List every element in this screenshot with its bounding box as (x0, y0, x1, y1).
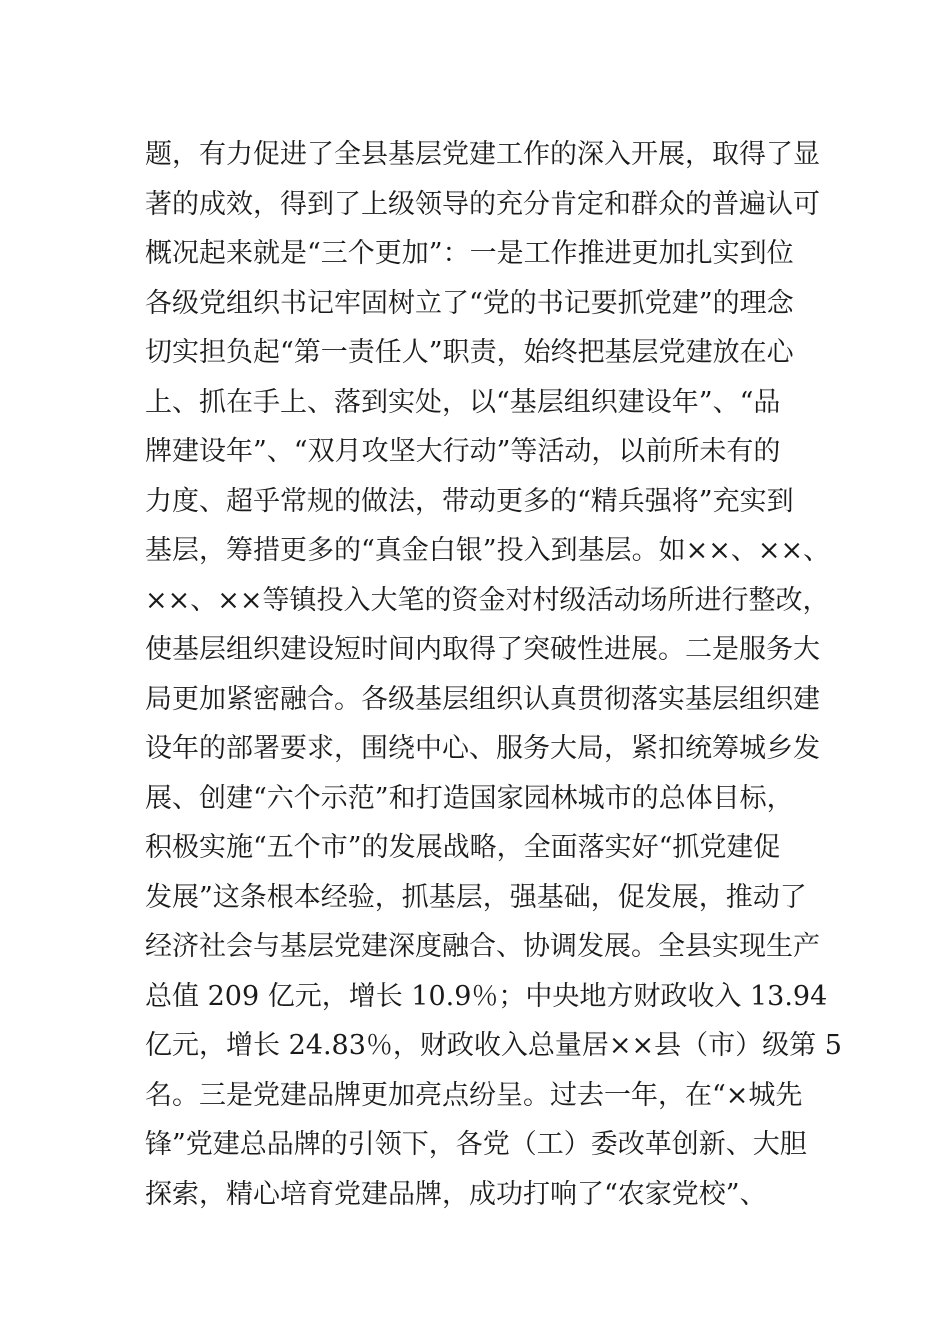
text-line: 锋”党建总品牌的引领下，各党（工）委改革创新、大胆 (145, 1129, 807, 1160)
text-line: 牌建设年”、“双月攻坚大行动”等活动，以前所未有的 (145, 436, 781, 467)
text-line: 概况起来就是“三个更加”：一是工作推进更加扎实到位 (145, 238, 794, 269)
text-line: 亿元，增长 24.83％，财政收入总量居××县（市）级第 5 (145, 1030, 842, 1061)
text-line: 名。三是党建品牌更加亮点纷呈。过去一年，在“×城先 (145, 1079, 803, 1111)
body-text (145, 130, 845, 1219)
text-line: 探索，精心培育党建品牌，成功打响了“农家党校”、 (145, 1178, 767, 1210)
text-line: 各级党组织书记牢固树立了“党的书记要抓党建”的理念 (145, 287, 794, 319)
text-line: 设年的部署要求，围绕中心、服务大局，紧扣统筹城乡发 (145, 733, 820, 764)
text-line: ××、××等镇投入大笔的资金对村级活动场所进行整改， (145, 584, 830, 616)
text-line: 切实担负起“第一责任人”职责，始终把基层党建放在心 (145, 337, 794, 368)
text-line: 题，有力促进了全县基层党建工作的深入开展，取得了显 (145, 139, 820, 170)
text-line: 力度、超乎常规的做法，带动更多的“精兵强将”充实到 (145, 485, 794, 517)
text-line: 经济社会与基层党建深度融合、协调发展。全县实现生产 (145, 931, 820, 962)
text-line: 基层，筹措更多的“真金白银”投入到基层。如××、××、 (145, 535, 831, 566)
text-line: 使基层组织建设短时间内取得了突破性进展。二是服务大 (145, 634, 820, 665)
text-line: 展、创建“六个示范”和打造国家园林城市的总体目标， (145, 782, 794, 814)
text-line: 积极实施“五个市”的发展战略，全面落实好“抓党建促 (145, 832, 781, 863)
text-line: 总值 209 亿元，增长 10.9％；中央地方财政收入 13.94 (145, 980, 828, 1012)
text-line: 局更加紧密融合。各级基层组织认真贯彻落实基层组织建 (145, 683, 820, 715)
text-line: 著的成效，得到了上级领导的充分肯定和群众的普遍认可 (145, 188, 820, 220)
text-line: 上、抓在手上、落到实处，以“基层组织建设年”、“品 (145, 386, 781, 418)
text-line: 发展”这条根本经验，抓基层，强基础，促发展，推动了 (145, 881, 807, 913)
